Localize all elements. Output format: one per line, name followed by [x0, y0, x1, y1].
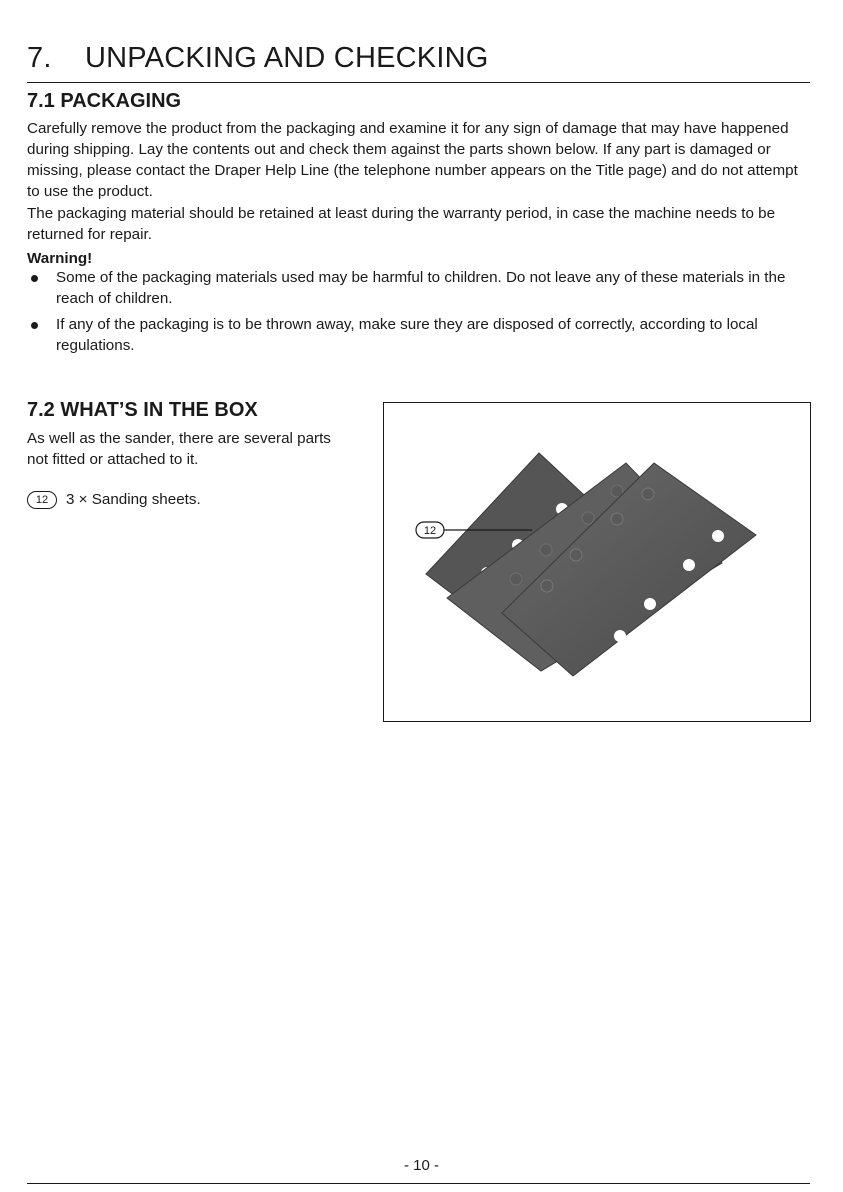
sanding-sheets-illustration	[384, 403, 812, 723]
section-title: UNPACKING AND CHECKING	[85, 42, 489, 74]
title-rule	[27, 82, 810, 83]
packaging-heading: 7.1 PACKAGING	[27, 90, 182, 112]
warning-text: If any of the packaging is to be thrown away, make sure they are disposed of correctly, according to local regulations.	[56, 316, 758, 354]
bullet-icon	[31, 322, 38, 329]
page-number: - 10 -	[403, 1157, 439, 1174]
packaging-paragraph-2: The packaging material should be retained at least during the warranty period, in case the machine needs to be returned for repair.	[27, 205, 776, 243]
figure-callout-label: 12	[423, 525, 437, 537]
page-title	[27, 42, 488, 75]
part-description: 3 × Sanding sheets.	[66, 491, 201, 508]
warning-text: Some of the packaging materials used may be harmful to children. Do not leave any of these materials in the reach of children.	[56, 269, 786, 307]
whats-in-box-heading: 7.2 WHAT’S IN THE BOX	[27, 399, 258, 421]
callout-badge: 12	[27, 491, 57, 509]
part-list-item	[27, 489, 201, 510]
bullet-icon	[31, 275, 38, 282]
footer-rule	[27, 1183, 810, 1184]
sanding-sheets-figure	[383, 402, 811, 722]
packaging-paragraph-1: Carefully remove the product from the packaging and examine it for any sign of damage that may have happened during shipping. Lay the contents out and check them against the parts shown below. If any part is damaged or missing, please contact the Draper Help Line (the telephone number appears on the Title page) and do not attempt to use the product.	[27, 120, 798, 200]
section-number: 7.	[27, 42, 52, 74]
warning-item	[27, 314, 807, 356]
warning-item	[27, 267, 807, 309]
whats-in-box-intro: As well as the sander, there are several parts not fitted or attached to it.	[27, 430, 331, 468]
warning-list	[27, 267, 807, 361]
warning-label: Warning!	[27, 250, 93, 267]
